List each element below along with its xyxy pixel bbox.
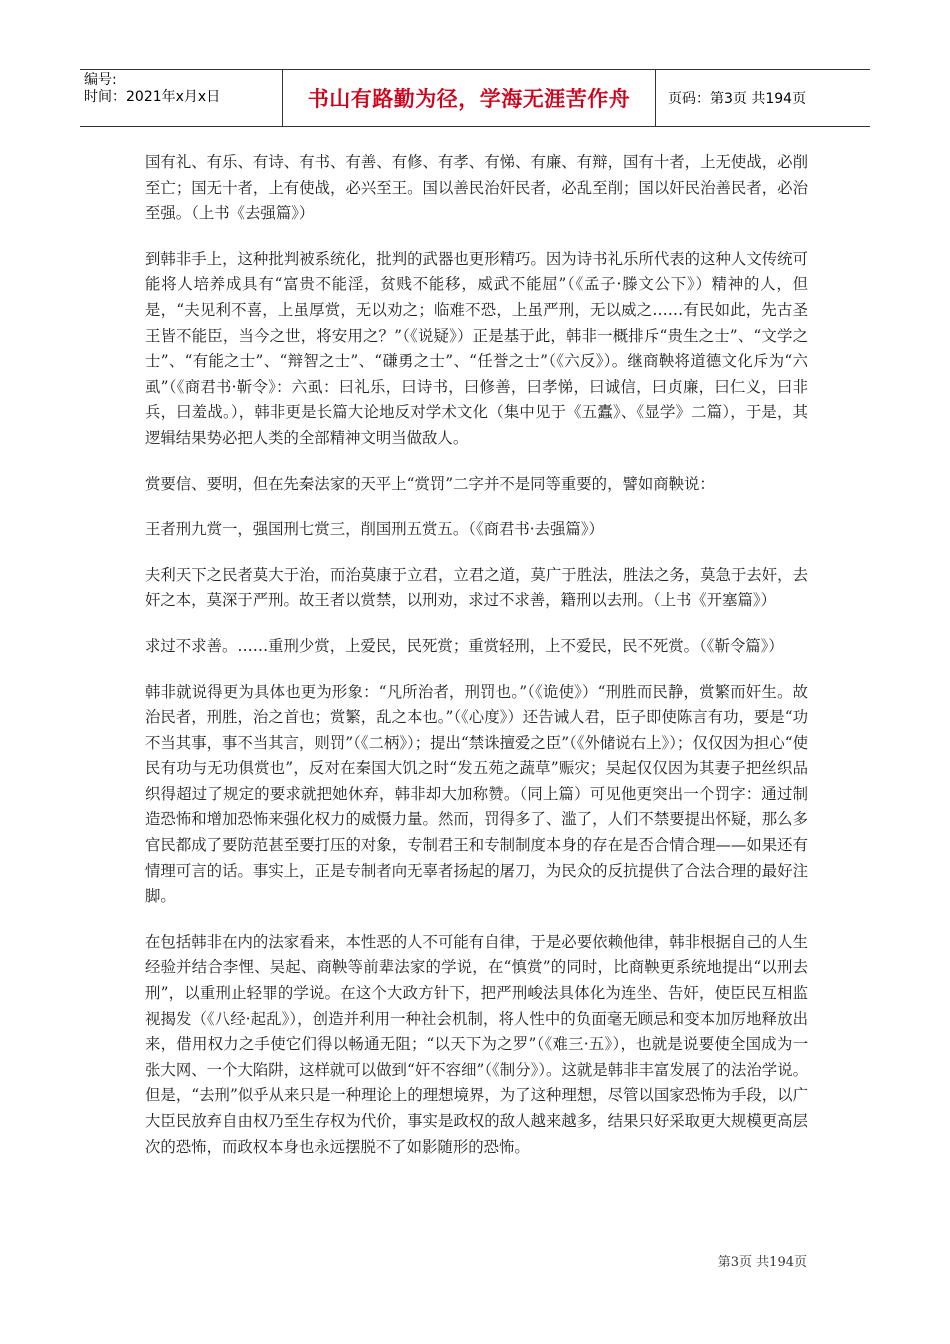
paragraph: 在包括韩非在内的法家看来，本性恶的人不可能有自律，于是必要依赖他律，韩非根据自己的人生经验并结合李悝、吴起、商鞅等前辈法家的学说，在“慎赏”的同时，比商鞅更系统地提出“以刑去刑”，以重刑止轻罪的学说。在这个大政方针下，把严刑峻法具体化为连坐、告奸，使臣民互相监视揭发（《八经·起乱》），创造并利用一种社会机制，将人性中的负面毫无顾忌和变本加厉地释放出来，借用权力之手使它们得以畅通无阻；“以天下为之罗”（《难三·五》），也就是说要使全国成为一张大网、一个大陷阱，这样就可以做到“奸不容细”（《制分》）。这就是韩非丰富发展了的法治学说。但是，“去刑”似乎从来只是一种理论上的理想境界，为了这种理想，尽管以国家恐怖为手段，以广大臣民放弃自由权乃至生存权为代价，事实是政权的敌人越来越多，结果只好采取更大规模更高层次的恐怖，而政权本身也永远摆脱不了如影随形的恐怖。 (145, 932, 808, 1156)
header-motto: 书山有路勤为径，学海无涯苦作舟 (282, 70, 656, 126)
page-footer: 第3页 共194页 (717, 1255, 807, 1270)
header-page-info: 页码：第3页 共194页 (668, 91, 807, 107)
paragraph: 到韩非手上，这种批判被系统化，批判的武器也更形精巧。因为诗书礼乐所代表的这种人文传统可能将人培养成具有“富贵不能淫，贫贱不能移，威武不能屈”（《孟子·滕文公下》）精神的人，但是，“夫见利不喜，上虽厚赏，无以劝之；临难不恐，上虽严刑，无以威之……有民如此，先古圣王皆不能臣，当今之世，将安用之？”（《说疑》）正是基于此，韩非一概排斥“贵生之士”、“文学之士”、“有能之士”、“辩智之士”、“磏勇之士”、“任誉之士”（《六反》）。继商鞅将道德文化斥为“六虱”（《商君书·靳令》：六虱：曰礼乐，曰诗书，曰修善，曰孝悌，曰诚信，曰贞廉，曰仁义，曰非兵，曰羞战。），韩非更是长篇大论地反对学术文化（集中见于《五蠹》、《显学》二篇），于是，其逻辑结果势必把人类的全部精神文明当做敌人。 (145, 249, 808, 447)
document-date-label: 时间：2021年x月x日 (84, 89, 221, 105)
page-header (80, 69, 870, 127)
paragraph: 求过不求善。……重刑少赏，上爱民，民死赏；重赏轻刑，上不爱民，民不死赏。（《靳令篇》） (145, 636, 784, 655)
paragraph: 夫利天下之民者莫大于治，而治莫康于立君，立君之道，莫广于胜法，胜法之务，莫急于去奸，去奸之本，莫深于严刑。故王者以赏禁，以刑劝，求过不求善，籍刑以去刑。（上书《开塞篇》） (145, 565, 808, 610)
paragraph: 王者刑九赏一，强国刑七赏三，削国刑五赏五。（《商君书·去强篇》） (145, 520, 604, 539)
document-number-label: 编号: (84, 72, 117, 88)
document-body (145, 150, 808, 1180)
header-meta (80, 70, 282, 126)
paragraph: 国有礼、有乐、有诗、有书、有善、有修、有孝、有悌、有廉、有辩，国有十者，上无使战，必削至亡；国无十者，上有使战，必兴至王。国以善民治奸民者，必乱至削；国以奸民治善民者，必治至强。（上书《去强篇》） (145, 153, 808, 223)
paragraph: 赏要信、要明，但在先秦法家的天平上“赏罚”二字并不是同等重要的，譬如商鞅说： (145, 474, 715, 493)
paragraph: 韩非就说得更为具体也更为形象：“凡所治者，刑罚也。”（《诡使》）“刑胜而民静，赏繁而奸生。故治民者，刑胜，治之首也；赏繁，乱之本也。”（《心度》）还告诫人君，臣子即使陈言有功，要是“功不当其事，事不当其言，则罚”（《二柄》）；提出“禁诛擅爱之臣”（《外储说右上》）；仅仅因为担心“使民有功与无功俱赏也”，反对在秦国大饥之时“发五苑之蔬草”赈灾；吴起仅仅因为其妻子把丝织品织得超过了规定的要求就把她休弃，韩非却大加称赞。（同上篇）可见他更突出一个罚字：通过制造恐怖和增加恐怖来强化权力的威慑力量。然而，罚得多了、滥了，人们不禁要提出怀疑，那么多官民都成了要防范甚至要打压的对象，专制君王和专制制度本身的存在是否合情合理——如果还有情理可言的话。事实上，正是专制者向无辜者扬起的屠刀，为民众的反抗提供了合法合理的最好注脚。 (145, 682, 808, 906)
